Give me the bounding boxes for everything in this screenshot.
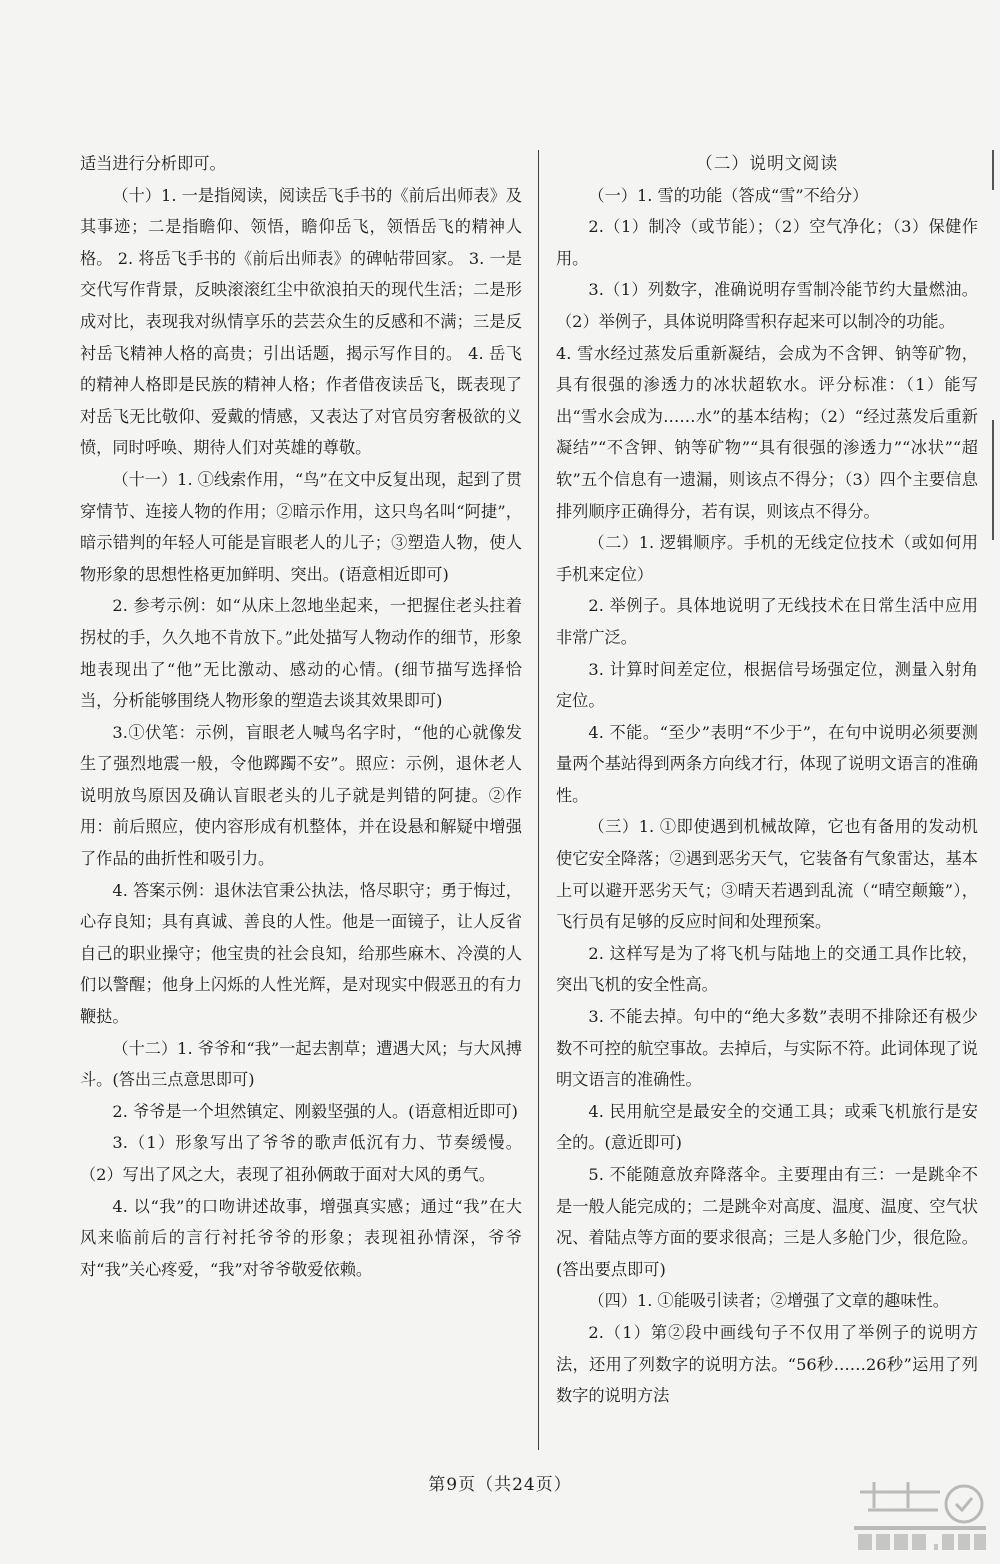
answer-paragraph: 2. 参考示例：如“从床上忽地坐起来，一把握住老头拄着拐杖的手，久久地不肯放下。”此处描写人物动作的细节，形象地表现出了“他”无比激动、感动的心情。(细节描写选择恰当，分析能够围绕人物形象的塑造去谈其效果即可) — [80, 596, 522, 711]
answer-paragraph: （十）1. 一是指阅读，阅读岳飞手书的《前后出师表》及其事迹；二是指瞻仰、领悟，瞻仰岳飞，领悟岳飞的精神人格。 2. 将岳飞手书的《前后出师表》的碑帖带回家。 3. 一是交代写作背景，反映滚滚红尘中欲浪拍天的现代生活；二是形成对比，表现我对纵情享乐的芸芸众生的反感和不满；三是反衬岳飞精神人格的高贵；引出话题，揭示写作目的。 4. 岳飞的精神人格即是民族的精神人格；作者借夜读岳飞，既表现了对岳飞无比敬仰、爱戴的情感，又表达了对官员穷奢极欲的义愤，同时呼唤、期待人们对英雄的尊敬。 — [80, 185, 522, 458]
column-divider — [538, 150, 539, 1450]
watermark-logo — [850, 1476, 990, 1556]
answer-paragraph: （四）1. ①能吸引读者；②增强了文章的趣味性。 — [588, 1291, 949, 1311]
answer-paragraph: 2.（1）制冷（或节能）；（2）空气净化；（3）保健作用。 — [556, 217, 978, 268]
section-heading: （二）说明文阅读 — [695, 153, 839, 173]
answer-paragraph: 4. 雪水经过蒸发后重新凝结，会成为不含钾、钠等矿物，具有很强的渗透力的冰状超软水。评分标准：（1）能写出“雪水会成为……水”的基本结构；（2）“经过蒸发后重新凝结”“不含钾、钠等矿物”“具有很强的渗透力”“冰状”“超软”五个信息有一遗漏，则该点不得分；（3）四个主要信息排列顺序正确得分，若有误，则该点不得分。 — [556, 343, 978, 521]
answer-paragraph: 2.（1）第②段中画线句子不仅用了举例子的说明方法，还用了列数字的说明方法。“56秒……26秒”运用了列数字的说明方法 — [556, 1322, 978, 1406]
answer-paragraph: 4. 以“我”的口吻讲述故事，增强真实感；通过“我”在大风来临前后的言行衬托爷爷的形象；表现祖孙情深，爷爷对“我”关心疼爱，“我”对爷爷敬爱依赖。 — [80, 1196, 522, 1279]
page-number: 第9页（共24页） — [428, 1475, 572, 1495]
answer-paragraph: （二）1. 逻辑顺序。手机的无线定位技术（或如何用手机来定位） — [556, 533, 978, 584]
answer-paragraph: 适当进行分析即可。 — [80, 154, 226, 173]
answer-paragraph: （三）1. ①即使遇到机械故障，它也有备用的发动机使它安全降落；②遇到恶劣天气，它装备有气象雷达，基本上可以避开恶劣天气；③晴天若遇到乱流（“晴空颠簸”），飞行员有足够的反应时间和处理预案。 — [556, 817, 978, 932]
answer-paragraph: 4. 答案示例：退休法官秉公执法，恪尽职守；勇于悔过，心存良知；具有真诚、善良的人性。他是一面镜子，让人反省自己的职业操守；他宝贵的社会良知，给那些麻木、冷漠的人们以警醒；他身上闪烁的人性光辉，是对现实中假恶丑的有力鞭挞。 — [80, 880, 522, 1027]
answer-paragraph: 4. 不能。“至少”表明“不少于”，在句中说明必须要测量两个基站得到两条方向线才行，体现了说明文语言的准确性。 — [556, 722, 978, 805]
right-paragraphs — [556, 180, 978, 1412]
right-column — [556, 148, 978, 1412]
left-column — [80, 148, 522, 1285]
binding-edge-mark — [992, 420, 994, 540]
answer-paragraph: 3.（1）列数字，准确说明存雪制冷能节约大量燃油。（2）举例子，具体说明降雪积存起来可以制冷的功能。 — [556, 280, 978, 331]
answer-paragraph: 2. 爷爷是一个坦然镇定、刚毅坚强的人。(语意相近即可) — [112, 1101, 518, 1121]
answer-paragraph: 2. 这样写是为了将飞机与陆地上的交通工具作比较，突出飞机的安全性高。 — [556, 943, 978, 995]
binding-edge-mark — [992, 150, 994, 190]
answer-paragraph: 3.（1）形象写出了爷爷的歌声低沉有力、节奏缓慢。 （2）写出了风之大，表现了祖孙俩敢于面对大风的勇气。 — [80, 1133, 522, 1184]
answer-paragraph: 3.①伏笔：示例，盲眼老人喊鸟名字时，“他的心就像发生了强烈地震一般，令他踯躅不安”。照应：示例，退休老人说明放鸟原因及确认盲眼老头的儿子就是判错的阿捷。②作用：前后照应，使内容形成有机整体，并在设悬和解疑中增强了作品的曲折性和吸引力。 — [80, 722, 522, 869]
answer-paragraph: 3. 不能去掉。句中的“绝大多数”表明不排除还有极少数不可控的航空事故。去掉后，与实际不符。此词体现了说明文语言的准确性。 — [556, 1007, 978, 1090]
answer-paragraph: 3. 计算时间差定位，根据信号场强定位，测量入射角定位。 — [556, 659, 978, 711]
answer-paragraph: （十一）1. ①线索作用，“鸟”在文中反复出现，起到了贯穿情节、连接人物的作用；②暗示作用，这只鸟名叫“阿捷”，暗示错判的年轻人可能是盲眼老人的儿子；③塑造人物，使人物形象的思想性格更加鲜明、突出。(语意相近即可) — [80, 469, 522, 584]
answer-paragraph: 4. 民用航空是最安全的交通工具；或乘飞机旅行是安全的。(意近即可) — [556, 1101, 978, 1153]
answer-paragraph: （一）1. 雪的功能（答成“雪”不给分） — [588, 185, 869, 205]
answer-paragraph: 5. 不能随意放弃降落伞。主要理由有三：一是跳伞不是一般人能完成的；二是跳伞对高度、温度、温度、空气状况、着陆点等方面的要求很高；三是人多舱门少，很危险。(答出要点即可) — [556, 1165, 978, 1279]
answer-paragraph: 2. 举例子。具体地说明了无线技术在日常生活中应用非常广泛。 — [556, 596, 978, 647]
answer-paragraph: （十二）1. 爷爷和“我”一起去割草；遭遇大风；与大风搏斗。(答出三点意思即可) — [80, 1038, 522, 1090]
